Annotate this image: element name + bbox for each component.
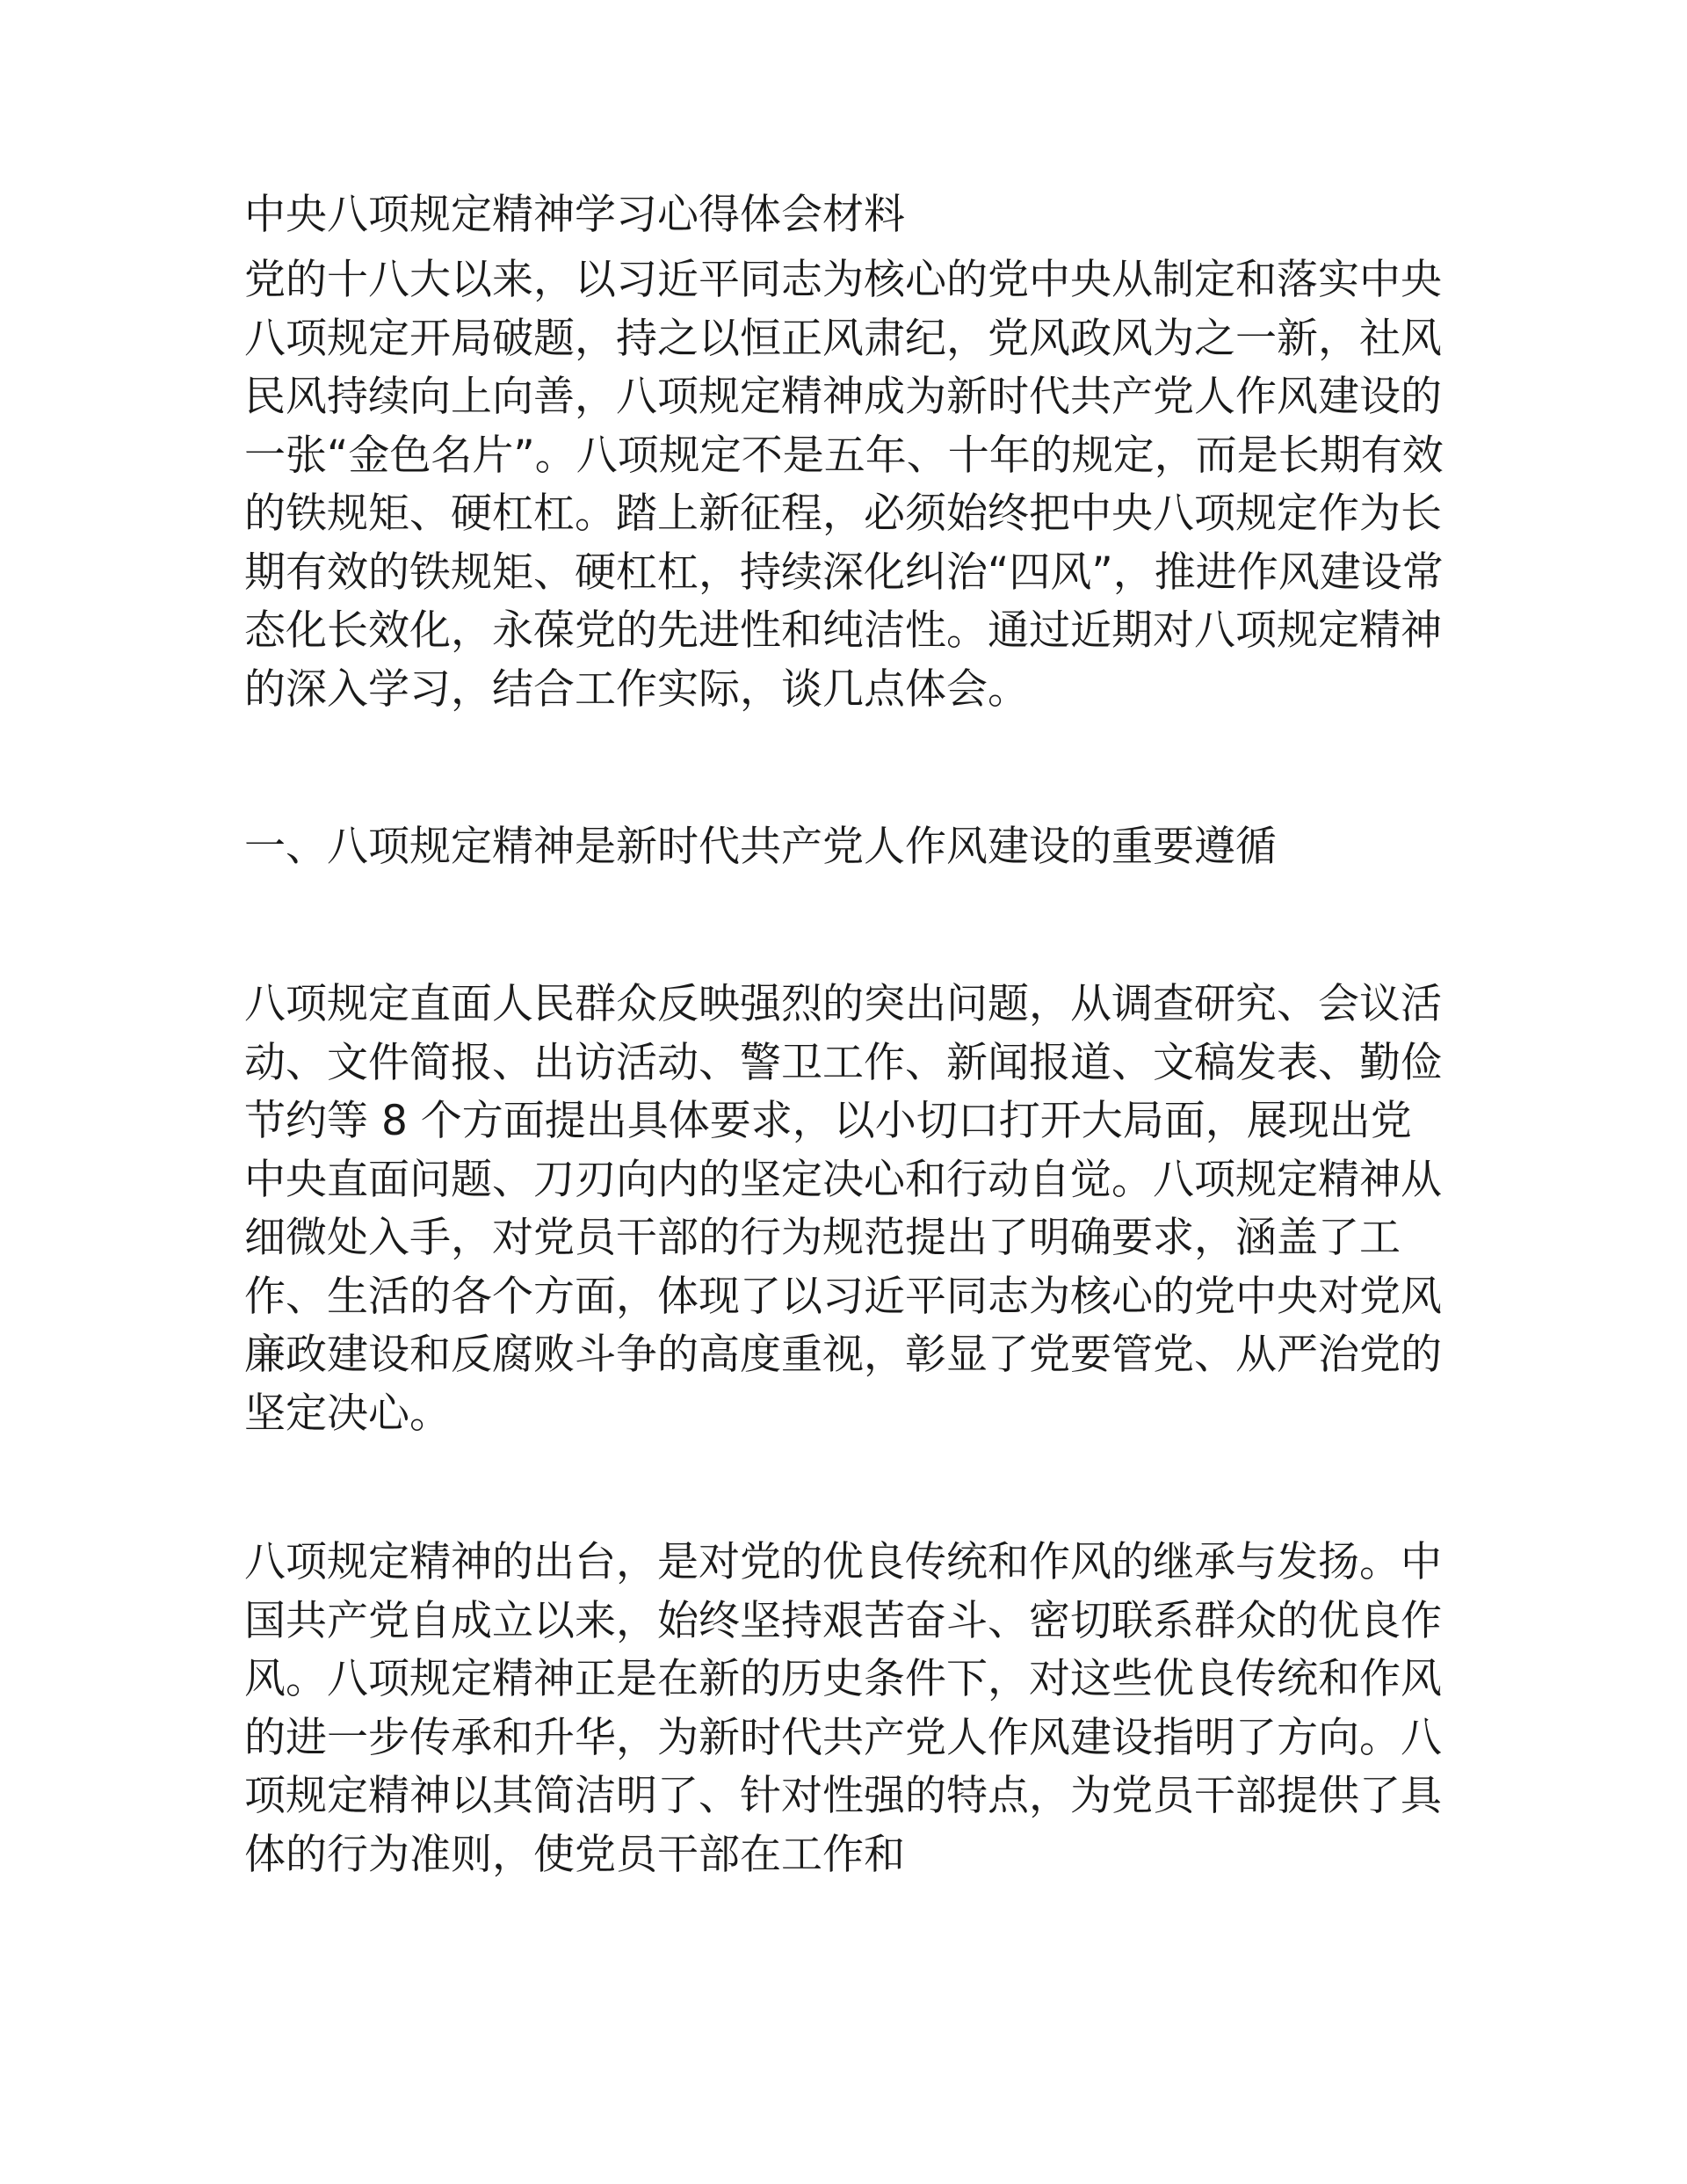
section-paragraph-2: 八项规定精神的出台，是对党的优良传统和作风的继承与发扬。中国共产党自成立以来，始终坚持艰苦奋斗、密切联系群众的优良作风。八项规定精神正是在新的历史条件下，对这些优良传统和作风的进一步传承和升华，为新时代共产党人作风建设指明了方向。八项规定精神以其简洁明了、针对性强的特点，为党员干部提供了具体的行为准则，使党员干部在工作和: [244, 1538, 1442, 1879]
document-title: 中央八项规定精神学习心得体会材料: [244, 191, 905, 239]
spacer: [244, 876, 1444, 976]
section-paragraph-1: 八项规定直面人民群众反映强烈的突出问题，从调查研究、会议活动、文件简报、出访活动、警卫工作、新闻报道、文稿发表、勤俭节约等 8 个方面提出具体要求，以小切口打开大局面，展现出党中央直面问题、刀刃向内的坚定决心和行动自觉。八项规定精神从细微处入手，对党员干部的行为规范提出了明确要求，涵盖了工作、生活的各个方面，体现了以习近平同志为核心的党中央对党风廉政建设和反腐败斗争的高度重视，彰显了党要管党、从严治党的坚定决心。: [244, 980, 1442, 1438]
spacer: [244, 719, 1444, 818]
document-body: [244, 186, 1444, 1884]
section-heading: 一、八项规定精神是新时代共产党人作风建设的重要遵循: [244, 823, 1277, 871]
spacer: [244, 1443, 1444, 1534]
intro-paragraph: 党的十八大以来，以习近平同志为核心的党中央从制定和落实中央八项规定开局破题，持之以恒正风肃纪，党风政风为之一新，社风民风持续向上向善，八项规定精神成为新时代共产党人作风建设的一张“金色名片”。八项规定不是五年、十年的规定，而是长期有效的铁规矩、硬杠杠。踏上新征程，必须始终把中央八项规定作为长期有效的铁规矩、硬杠杠，持续深化纠治“四风”，推进作风建设常态化长效化，永葆党的先进性和纯洁性。通过近期对八项规定精神的深入学习，结合工作实际，谈几点体会。: [244, 256, 1444, 714]
